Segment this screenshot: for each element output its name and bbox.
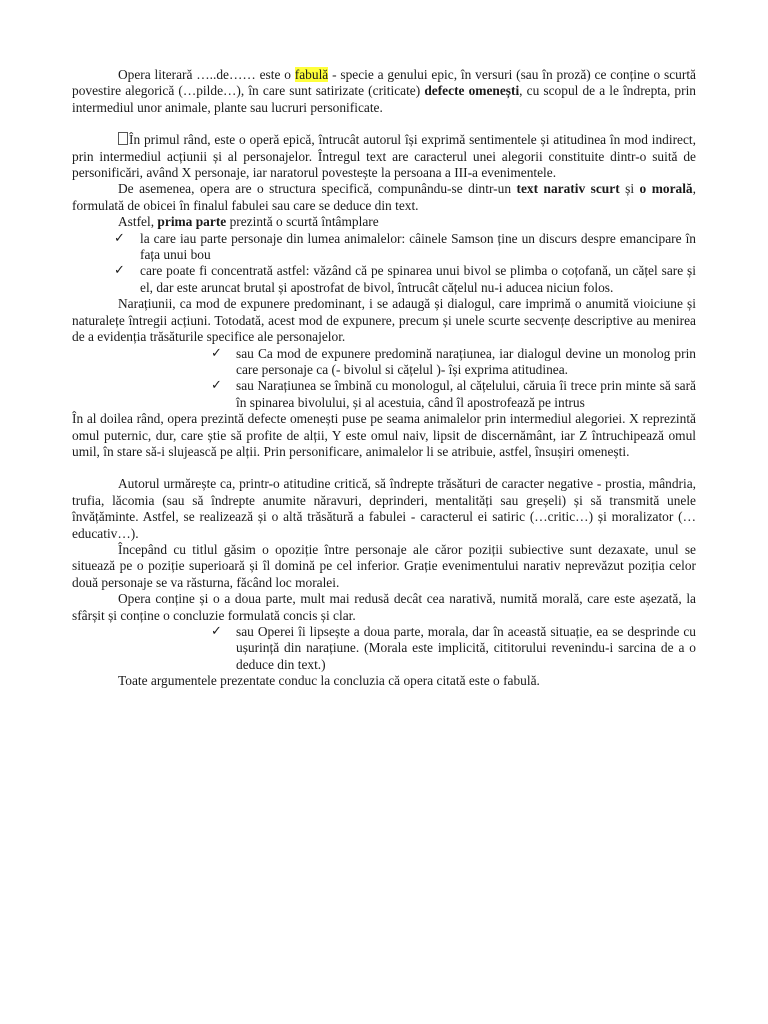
list-item-text: la care iau parte personaje din lumea animalelor: câinele Samson ține un discurs despre emancipare în fața unui bou [140,230,696,263]
checkmark-icon: ✓ [114,230,125,246]
list-item [211,378,696,411]
structure-text-end: , formulată de obicei în finalul fabulei sau care se deduce din text. [72,181,696,213]
highlighted-term: fabulă [294,67,329,82]
list-item-text: sau Narațiunea se îmbină cu monologul, al cățelului, căruia îi trece prin minte să sară în spinarea bivolului, și al acestuia, când îl apostrofează pe intrus [236,378,696,410]
structure-text-start: De asemenea, opera are o structura specifică, compunându-se dintr-un [118,181,517,197]
conclusion-paragraph: Toate argumentele prezentate conduc la concluzia că opera citată este o fabulă. [118,673,540,689]
structure-paragraph [72,181,696,214]
author-aim-paragraph: Autorul urmărește ca, printr-o atitudine critică, să îndrepte trăsături de caracter negative - prostia, mândria, trufia, lăcomia (sau să îndrepte anumite năravuri, deprinderi, mentalități sau greșeli) și să transmită unele învățăminte. Astfel, se realizează și o altă trăsătură a fabulei - caracterul ei satiric (…critic…) și moralizator (…educativ…). [72,476,696,541]
list-item [211,345,696,379]
list-item-text: sau Ca mod de expunere predomină narațiunea, iar dialogul devine un monolog prin care personaje ca (- bivolul si cățelul )- își exprima atitudinea. [236,345,696,377]
checkmark-icon: ✓ [211,624,222,639]
structure-text-and: și [619,181,640,197]
checkmark-icon: ✓ [211,345,222,361]
intro-paragraph [72,67,696,116]
dialogue-paragraph: Narațiunii, ca mod de expunere predominant, i se adaugă și dialogul, care imprimă o anumită vioiciune și naturalețe întregii acțiuni. Totodată, acest mod de expunere, precum și unele scurte secvențe descriptive au menirea de a evidenția trăsăturile specifice ale personajelor. [72,296,696,345]
epic-paragraph [72,132,696,181]
list-item-text: sau Operei îi lipsește a doua parte, morala, dar în această situație, ea se desprinde cu ușurință din narațiune. (Morala este implicită, cititorului revenindu-i sarcina de a o deduce din text.) [236,624,696,672]
second-point-paragraph: În al doilea rând, opera prezintă defecte omenești puse pe seama animalelor prin intermediul alegoriei. X reprezintă omul puternic, dur, care știe să profite de alții, Y este omul naiv, lipsit de discernământ, iar Z întruchipează omul umil, în stare să-i slujească pe alții. Prin personificare, animalelor li se atribuie, astfel, însușiri omenești. [72,411,696,459]
epic-text: În primul rând, este o operă epică, întrucât autorul își exprimă sentimentele și atitudinea în mod indirect, prin intermediul acțiunii și al personajelor. Întregul text are caracterul unei alegorii constituite dintr-o suită de personificări, având X personaje, iar naratorul povestește la persoana a III-a evenimentele. [72,132,696,181]
bold-term-first-part: prima parte [157,214,227,230]
first-part-paragraph [72,214,696,230]
first-part-list [72,231,696,297]
list-item [211,624,696,673]
intro-text-start: Opera literară …..de…… este o [118,67,295,82]
bold-term-defects: defecte omenești [424,83,520,99]
list-item [114,263,696,296]
checkmark-icon: ✓ [114,263,125,279]
document-body [72,67,696,690]
missing-glyph-box-icon [118,132,128,145]
first-part-text-start: Astfel, [118,214,158,230]
intro-text-end: , cu scopul de a le îndrepta, prin intermediul unor animale, plante sau lucruri personificate. [72,83,697,115]
moral-list [72,624,696,673]
list-item [114,230,696,264]
dialogue-list [72,346,696,412]
bold-term-narrative: text narativ scurt [516,181,620,197]
checkmark-icon: ✓ [211,378,222,394]
intro-text-middle: - specie a genului epic, în versuri (sau în proză) ce conține o scurtă povestire alegorică (…pilde…), în care sunt satirizate (criticate) [72,67,696,99]
bold-term-moral: o morală [639,181,693,197]
list-item-text: care poate fi concentrată astfel: văzând că pe spinarea unui bivol se plimba o coțofană, un cățel sare și el, dar este aruncat brutal și apostrofat de bivol, întrucât cățelul nu-i aducea niciun folos. [140,263,696,295]
first-part-text-end: prezintă o scurtă întâmplare [226,214,379,230]
opposition-paragraph: Începând cu titlul găsim o opoziție între personaje ale căror poziții subiective sunt dezaxate, unul se situează pe o poziție superioară și îl domină pe cel inferior. Grație evenimentului narativ neprevăzut poziția celor două personaje se va răsturna, făcând loc moralei. [72,541,696,590]
moral-paragraph: Opera conține și o a doua parte, mult mai redusă decât cea narativă, numită morală, care este așezată, la sfârșit și conține o concluzie formulată concis și clar. [72,591,696,623]
